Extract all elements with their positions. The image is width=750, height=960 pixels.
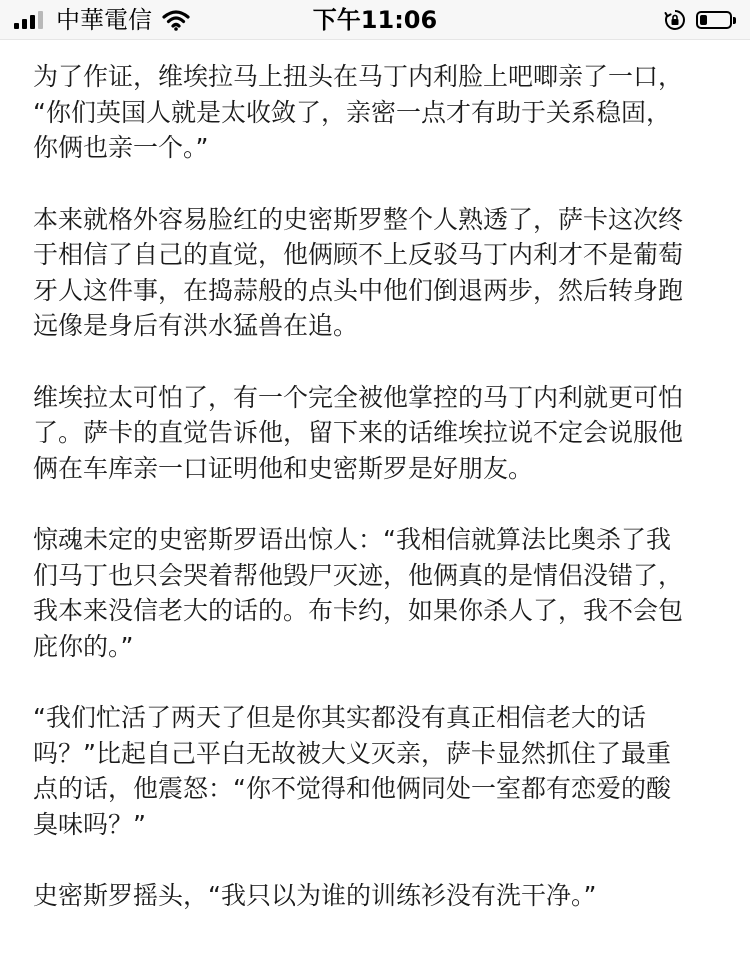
paragraph-6: [33, 878, 723, 914]
article-text: [33, 59, 723, 950]
battery-icon: [696, 11, 732, 29]
text-line: “你们英国人就是太收敛了，亲密一点才有助于关系稳固，: [33, 97, 671, 127]
text-line: “我们忙活了两天了但是你其实都没有真正相信老大的话: [33, 703, 646, 732]
paragraph-5: [33, 700, 723, 842]
text-line: 于相信了自己的直觉，他俩顾不上反驳马丁内利才不是葡萄: [33, 240, 684, 269]
battery-fill: [700, 15, 707, 25]
paragraph-4: [33, 522, 723, 664]
text-line: 俩在车库亲一口证明他和史密斯罗是好朋友。: [33, 453, 534, 483]
status-bar: [0, 0, 750, 40]
text-line: 牙人这件事，在捣蒜般的点头中他们倒退两步，然后转身跑: [33, 275, 684, 305]
text-line: 庇你的。”: [33, 631, 134, 661]
text-line: 远像是身后有洪水猛兽在追。: [33, 311, 359, 340]
paragraph-1: [33, 59, 723, 166]
text-line: 维埃拉太可怕了，有一个完全被他掌控的马丁内利就更可怕: [33, 382, 684, 412]
text-line: 们马丁也只会哭着帮他毁尸灭迹，他俩真的是情侣没错了，: [33, 560, 684, 590]
text-line: 为了作证，维埃拉马上扭头在马丁内利脸上吧唧亲了一口，: [33, 62, 684, 91]
text-line: 惊魂未定的史密斯罗语出惊人：“我相信就算法比奥杀了我: [33, 525, 671, 554]
text-line: 你俩也亲一个。”: [33, 133, 209, 162]
status-time: 下午11:06: [312, 6, 438, 34]
text-line: 本来就格外容易脸红的史密斯罗整个人熟透了，萨卡这次终: [33, 204, 684, 234]
battery-nub: [733, 17, 736, 24]
paragraph-3: [33, 380, 723, 487]
text-line: 我本来没信老大的话的。布卡约，如果你杀人了，我不会包: [33, 596, 684, 625]
orientation-lock-icon: [664, 9, 686, 31]
carrier-name: 中華電信: [56, 6, 152, 34]
text-line: 史密斯罗摇头，“我只以为谁的训练衫没有洗干净。”: [33, 881, 597, 910]
paragraph-2: [33, 202, 723, 344]
text-line: 吗？”比起自己平白无故被大义灭亲，萨卡显然抓住了最重: [33, 738, 671, 768]
text-line: 了。萨卡的直觉告诉他，留下来的话维埃拉说不定会说服他: [33, 418, 684, 447]
status-right: [664, 6, 736, 34]
text-line: 点的话，他震怒：“你不觉得和他俩同处一室都有恋爱的酸: [33, 774, 671, 803]
text-line: 臭味吗？”: [33, 809, 146, 839]
